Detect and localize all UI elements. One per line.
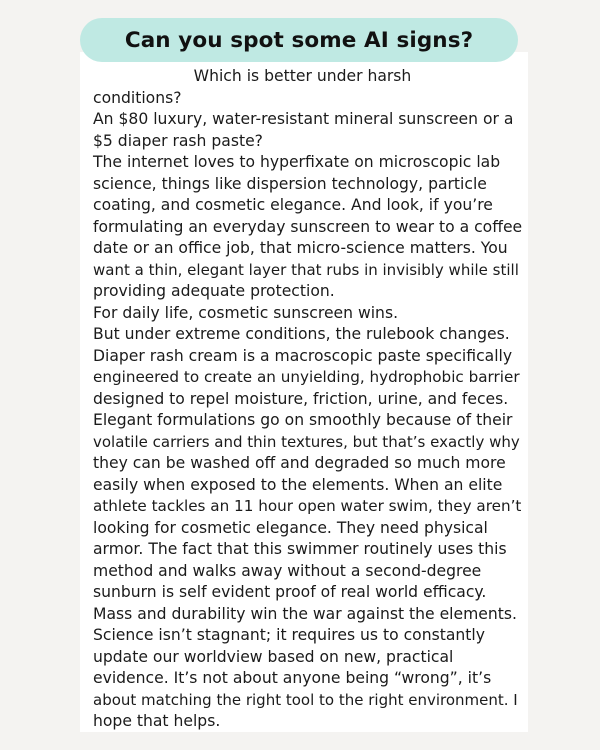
- post-title: Can you spot some AI signs?: [124, 27, 474, 53]
- body-line: conditions?: [93, 88, 182, 107]
- body-line: want a thin, elegant layer that rubs in invisibly while still: [93, 260, 519, 279]
- body-line: Science isn’t stagnant; it requires us to constantly: [93, 626, 485, 644]
- body-line: date or an office job, that micro-science matters. You: [93, 239, 508, 257]
- body-line: looking for cosmetic elegance. They need physical: [93, 518, 488, 537]
- body-line: providing adequate protection.: [93, 282, 335, 300]
- body-line: volatile carriers and thin textures, but that’s exactly why: [93, 432, 520, 451]
- body-line: science, things like dispersion technology, particle: [93, 174, 487, 193]
- body-line: method and walks away without a second-degree: [93, 561, 482, 580]
- body-line: Diaper rash cream is a macroscopic paste specifically: [93, 346, 513, 365]
- body-line: For daily life, cosmetic sunscreen wins.: [93, 303, 399, 322]
- body-line: athlete tackles an 11 hour open water swim, they aren’t: [93, 497, 522, 515]
- body-line: they can be washed off and degraded so much more: [93, 454, 506, 472]
- body-line: engineered to create an unyielding, hydrophobic barrier: [93, 368, 520, 386]
- body-line: An $80 luxury, water-resistant mineral sunscreen or a: [93, 110, 514, 128]
- body-line: But under extreme conditions, the rulebook changes.: [93, 325, 510, 343]
- body-line: Elegant formulations go on smoothly because of their: [93, 411, 513, 429]
- body-line: hope that helps.: [93, 712, 221, 730]
- body-line: The internet loves to hyperfixate on microscopic lab: [93, 153, 501, 171]
- body-line: Which is better under harsh: [193, 67, 412, 85]
- body-line: about matching the right tool to the right environment. I: [93, 690, 518, 709]
- body-line: formulating an everyday sunscreen to wear to a coffee: [93, 217, 523, 236]
- body-line: update our worldview based on new, practical: [93, 647, 454, 666]
- post-body-card: [80, 52, 528, 732]
- body-line: Mass and durability win the war against the elements.: [93, 604, 517, 623]
- body-line: easily when exposed to the elements. When an elite: [93, 475, 503, 494]
- body-line: designed to repel moisture, friction, urine, and feces.: [93, 389, 509, 408]
- body-line: armor. The fact that this swimmer routinely uses this: [93, 540, 507, 558]
- body-line: $5 diaper rash paste?: [93, 131, 263, 150]
- title-banner: [80, 18, 518, 62]
- body-line: coating, and cosmetic elegance. And look, if you’re: [93, 196, 493, 214]
- body-line: sunburn is self evident proof of real world efficacy.: [93, 583, 487, 601]
- body-line: evidence. It’s not about anyone being “wrong”, it’s: [93, 669, 492, 687]
